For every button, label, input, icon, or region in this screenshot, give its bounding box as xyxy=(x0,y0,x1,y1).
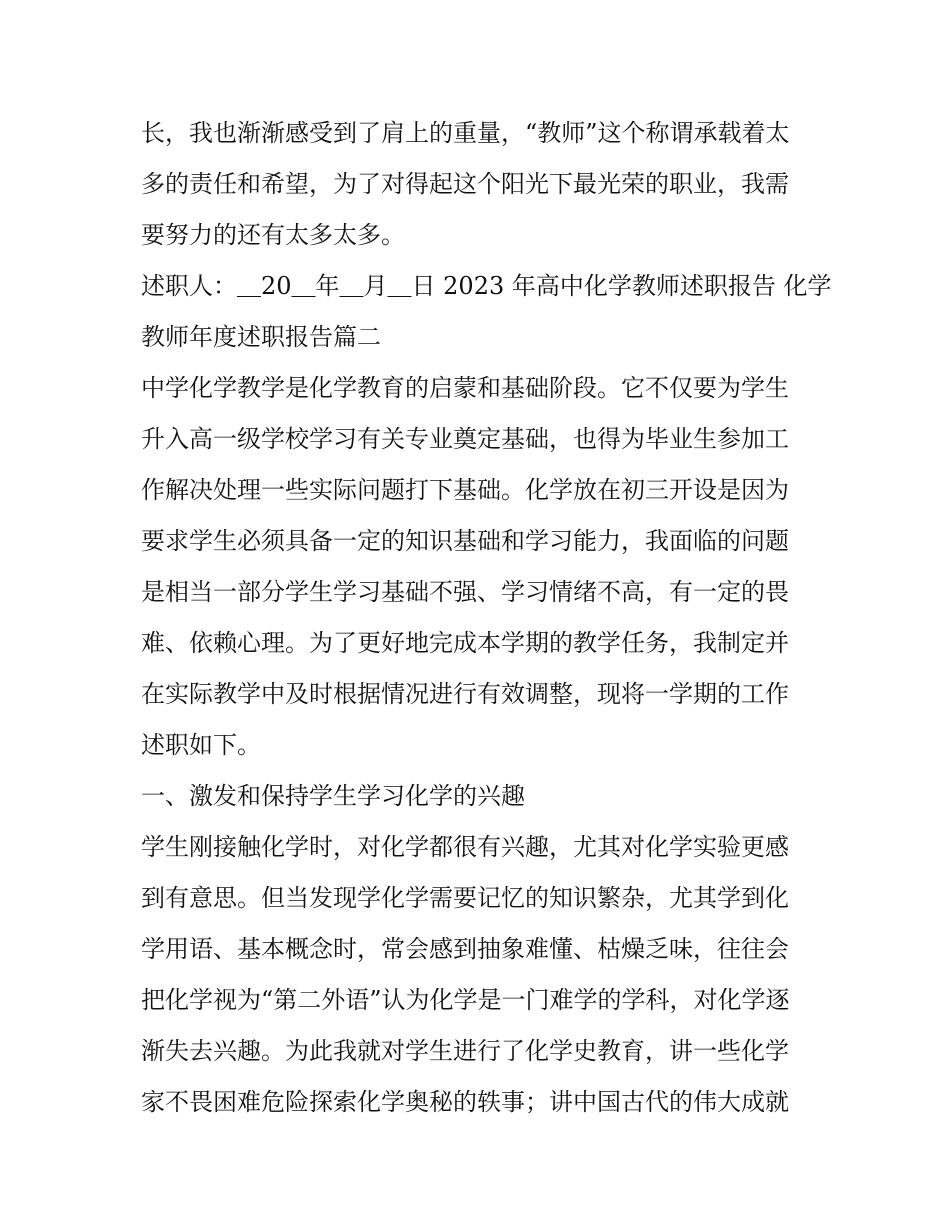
text-line: 学生刚接触化学时，对化学都很有兴趣，尤其对化学实验更感 xyxy=(141,833,789,861)
document-body xyxy=(141,108,832,1128)
section-heading: 一、激发和保持学生学习化学的兴趣 xyxy=(141,782,525,810)
text-line: 升入高一级学校学习有关专业奠定基础，也得为毕业生参加工 xyxy=(141,425,789,453)
text-line: 难、依赖心理。为了更好地完成本学期的教学任务，我制定并 xyxy=(141,629,789,657)
text-line: 要努力的还有太多太多。 xyxy=(141,221,405,249)
text-line: 长，我也渐渐感受到了肩上的重量，“教师”这个称谓承载着太 xyxy=(141,119,790,147)
text-line: 要求学生必须具备一定的知识基础和学习能力，我面临的问题 xyxy=(141,527,789,555)
text-line: 中学化学教学是化学教育的启蒙和基础阶段。它不仅要为学生 xyxy=(141,374,789,402)
text-line: 在实际教学中及时根据情况进行有效调整，现将一学期的工作 xyxy=(141,680,789,708)
text-line: 述职如下。 xyxy=(141,731,261,759)
text-line: 作解决处理一些实际问题打下基础。化学放在初三开设是因为 xyxy=(141,476,789,504)
text-line: 把化学视为“第二外语”认为化学是一门难学的学科，对化学逐 xyxy=(141,986,790,1014)
text-line: 述职人：＿20＿年＿月＿日 2023 年高中化学教师述职报告 化学 xyxy=(141,272,832,300)
text-line: 是相当一部分学生学习基础不强、学习情绪不高，有一定的畏 xyxy=(141,578,789,606)
text-line: 渐失去兴趣。为此我就对学生进行了化学史教育，讲一些化学 xyxy=(141,1037,789,1065)
text-line: 家不畏困难危险探索化学奥秘的轶事；讲中国古代的伟大成就 xyxy=(141,1088,789,1116)
text-line: 多的责任和希望，为了对得起这个阳光下最光荣的职业，我需 xyxy=(141,170,789,198)
text-line: 到有意思。但当发现学化学需要记忆的知识繁杂，尤其学到化 xyxy=(141,884,789,912)
text-line: 教师年度述职报告篇二 xyxy=(141,323,381,351)
text-line: 学用语、基本概念时，常会感到抽象难懂、枯燥乏味，往往会 xyxy=(141,935,789,963)
